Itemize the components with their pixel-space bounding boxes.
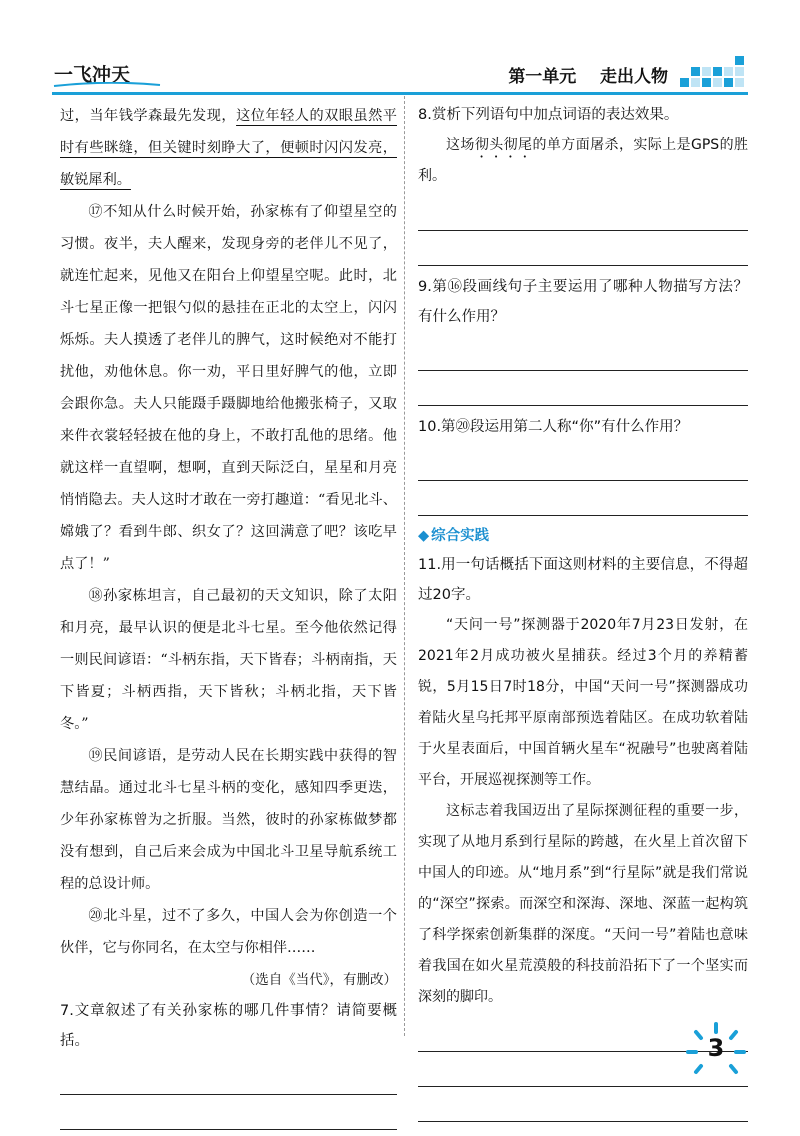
source-note: （选自《当代》，有删改）	[241, 972, 397, 988]
question-10-text: 10.第⑳段运用第二人称“你”有什么作用？	[418, 419, 689, 435]
grid-decoration-icon	[678, 56, 748, 90]
paragraph-18: ⑱孙家栋坦言，自己最初的天文知识，除了太阳和月亮，最早认识的便是北斗七星。至今他依然记得一则民间谚语：“斗柄东指，天下皆春；斗柄南指，天下皆夏；斗柄西指，天下皆秋；斗柄北指，天下皆冬。”	[60, 588, 397, 732]
answer-line[interactable]	[418, 481, 748, 516]
answer-area-7[interactable]	[60, 1060, 397, 1130]
material-paragraph-1: “天问一号”探测器于2020年7月23日发射，在2021年2月成功被火星捕获。经过3个月的养精蓄锐，5月15日7时18分，中国“天问一号”探测器成功着陆火星乌托邦平原南部预选着陆区。在成功软着陆于火星表面后，中国首辆火星车“祝融号”也驶离着陆平台，开展巡视探测等工作。	[418, 617, 748, 788]
answer-area-10[interactable]	[418, 446, 748, 516]
question-8-quote	[418, 130, 748, 192]
answer-line[interactable]	[418, 371, 748, 406]
answer-line[interactable]	[418, 196, 748, 231]
answer-line[interactable]	[60, 1060, 397, 1095]
underlined-sentence: 这位年轻人的双眼虽然平时有些眯缝，但关键时刻睁大了，便顿时闪闪发亮，敏锐犀利。	[60, 108, 397, 188]
left-column	[60, 100, 397, 1136]
question-11-text: 11.用一句话概括下面这则材料的主要信息，不得超过20字。	[418, 557, 748, 603]
paragraph-20: ⑳北斗星，过不了多久，中国人会为你创造一个伙伴，它与你同名，在太空与你相伴……	[60, 908, 397, 956]
question-7	[60, 996, 397, 1130]
section-title: 综合实践	[431, 528, 490, 544]
question-9	[418, 272, 748, 406]
page-header	[52, 52, 748, 92]
material-paragraph-2: 这标志着我国迈出了星际探测征程的重要一步，实现了从地月系到行星际的跨越，在火星上首次留下中国人的印迹。从“地月系”到“行星际”就是我们常说的“深空”探索。而深空和深海、深地、深蓝一起构筑了科学探索创新集群的深度。“天问一号”着陆也意味着我国在如火星荒漠般的科技前沿拓下了一个坚实而深刻的脚印。	[418, 803, 748, 1005]
question-10	[418, 412, 748, 516]
unit-title: 第一单元 走出人物	[508, 67, 668, 87]
quote-text: 的单方面屠杀，实际上是GPS的胜利。	[418, 137, 749, 184]
page-number-badge	[684, 1020, 748, 1084]
paragraph-19: ⑲民间谚语，是劳动人民在长期实践中获得的智慧结晶。通过北斗七星斗柄的变化，感知四季更迭，少年孙家栋曾为之折服。当然，彼时的孙家栋做梦都没有想到，自己后来会成为中国北斗卫星导航系统工程的总设计师。	[60, 748, 397, 892]
answer-line[interactable]	[418, 1087, 748, 1122]
question-9-text: 9.第⑯段画线句子主要运用了哪种人物描写方法？有什么作用？	[418, 279, 748, 325]
diamond-icon: ◆	[418, 528, 430, 544]
column-divider	[404, 96, 405, 1036]
plain-text: 过，当年钱学森最先发现，	[60, 108, 237, 124]
section-heading	[418, 522, 748, 550]
paragraph-16-end	[60, 100, 397, 196]
page-number: 3	[707, 1034, 725, 1062]
answer-area-8[interactable]	[418, 196, 748, 266]
brand-logo: 一飞冲天	[54, 64, 131, 86]
question-8-text: 8.赏析下列语句中加点词语的表达效果。	[418, 107, 679, 123]
question-8	[418, 100, 748, 266]
answer-line[interactable]	[418, 336, 748, 371]
paragraph-17: ⑰不知从什么时候开始，孙家栋有了仰望星空的习惯。夜半，夫人醒来，发现身旁的老伴儿不见了，就连忙起来，见他又在阳台上仰望星空呢。此时，北斗七星正像一把银勺似的悬挂在正北的太空上，闪闪烁烁。夫人摸透了老伴儿的脾气，这时候绝对不能打扰他，劝他休息。你一劝，平日里好脾气的他，立即会跟你急。夫人只能蹑手蹑脚地给他搬张椅子，又取来件衣裳轻轻披在他的身上，不敢打乱他的思绪。他就这样一直望啊，想啊，直到天际泛白，星星和月亮悄悄隐去。夫人这时才敢在一旁打趣道：“看见北斗、嫦娥了？看到牛郎、织女了？这回满意了吧？该吃早点了！”	[60, 204, 397, 572]
answer-line[interactable]	[418, 231, 748, 266]
brand-swoosh-icon	[52, 82, 162, 88]
answer-line[interactable]	[60, 1095, 397, 1130]
quote-text: 这场	[446, 137, 475, 153]
question-7-text: 7.文章叙述了有关孙家栋的哪几件事情？请简要概括。	[60, 1003, 397, 1049]
right-column	[418, 100, 748, 1128]
header-rule	[52, 92, 748, 95]
answer-area-9[interactable]	[418, 336, 748, 406]
answer-line[interactable]	[418, 446, 748, 481]
dotted-phrase: 彻头彻尾	[474, 137, 533, 153]
